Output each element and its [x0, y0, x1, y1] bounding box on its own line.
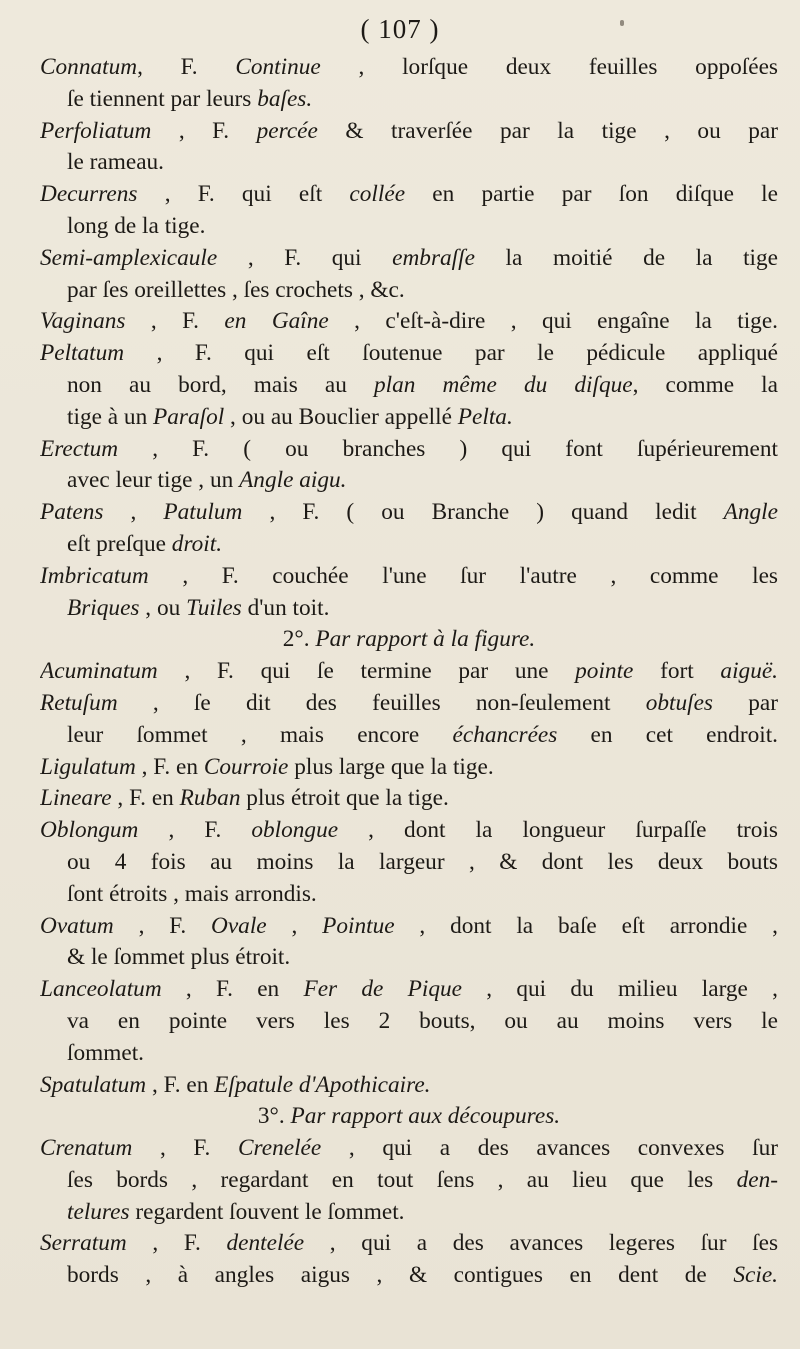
- entry-text: ſommet.: [67, 1039, 145, 1066]
- entry-line: [40, 306, 778, 338]
- continuation-line: [40, 211, 778, 243]
- entry-text: , comme la: [632, 371, 778, 398]
- entry-text: avec leur tige , un: [67, 467, 240, 494]
- entry-line: [40, 783, 778, 815]
- section-number: 2°.: [282, 626, 310, 653]
- entry-line: [40, 656, 778, 688]
- entry-text: , ou au Bouclier appellé: [224, 403, 458, 430]
- entry-term: Lanceolatum: [40, 976, 162, 1003]
- entry-text: , F.: [113, 912, 211, 939]
- continuation-line: [40, 465, 778, 497]
- entry-text: , F. qui eſt ſoutenue par le pédicule appliqué: [124, 340, 778, 367]
- emphasis: Angle aigu.: [239, 467, 347, 494]
- entry-text: , F.: [126, 1230, 227, 1257]
- entry-text: leur ſommet , mais encore: [67, 721, 453, 748]
- entry-term: Vaginans: [40, 308, 126, 335]
- entry-text: bords , à angles aigus , & contigues en dent de: [67, 1262, 734, 1289]
- emphasis: telures: [67, 1198, 130, 1225]
- entry-term: Semi-amplexicaule: [40, 244, 218, 271]
- entry-line: [40, 243, 778, 275]
- entry-text: le rameau.: [67, 149, 165, 176]
- entry-text: plus large que la tige.: [288, 753, 494, 780]
- continuation-line: [40, 593, 778, 625]
- entry-text: , F. ( ou Branche ) quand ledit: [242, 499, 724, 526]
- entry-text: ſont étroits , mais arrondis.: [67, 880, 317, 907]
- entry-text: , F.: [125, 308, 225, 335]
- entry-text: ſe tiennent par leurs: [67, 85, 258, 112]
- entry-text: , qui a des avances convexes ſur: [321, 1135, 778, 1162]
- entry-line: [40, 688, 778, 720]
- entry-line: [40, 752, 778, 784]
- continuation-line: [40, 402, 778, 434]
- emphasis: Pointue: [322, 912, 395, 939]
- emphasis: aiguë.: [720, 658, 778, 685]
- section-heading: [40, 624, 778, 656]
- emphasis: en Gaîne: [224, 308, 329, 335]
- entry-text: en cet endroit.: [557, 721, 778, 748]
- continuation-line: [40, 370, 778, 402]
- emphasis: Eſpatule d'Apothicaire.: [214, 1071, 431, 1098]
- entry-line: [40, 497, 778, 529]
- continuation-line: [40, 1006, 778, 1038]
- entry-term: Decurrens: [40, 181, 138, 208]
- continuation-line: [40, 879, 778, 911]
- continuation-line: [40, 1260, 778, 1292]
- entry-text: en partie par ſon diſque le: [405, 181, 778, 208]
- emphasis: Tuiles: [186, 594, 242, 621]
- entry-text: , F.: [132, 1135, 238, 1162]
- entry-line: [40, 815, 778, 847]
- entry-text: , F. en: [146, 1071, 215, 1098]
- entry-term: Ovatum: [40, 912, 114, 939]
- entry-text: , qui du milieu large ,: [461, 976, 778, 1003]
- entry-text: , F. en: [111, 785, 180, 812]
- emphasis: embraſſe: [392, 244, 475, 271]
- entry-text: , dont la baſe eſt arrondie ,: [394, 912, 778, 939]
- entry-text: va en pointe vers les 2 bouts, ou au moins vers le: [67, 1007, 778, 1034]
- emphasis: obtuſes: [645, 689, 714, 716]
- entry-line: [40, 179, 778, 211]
- entry-text: , F.: [137, 54, 236, 80]
- continuation-line: [40, 1038, 778, 1070]
- entry-text: , F.: [138, 817, 252, 844]
- entry-text: , F. qui ſe termine par une: [157, 658, 576, 685]
- emphasis: Patulum: [163, 499, 243, 526]
- continuation-line: [40, 1165, 778, 1197]
- emphasis: plan même du diſque: [373, 371, 633, 398]
- entry-term: Imbricatum: [40, 562, 149, 589]
- emphasis: Pelta.: [457, 403, 513, 430]
- emphasis: baſes.: [257, 85, 313, 112]
- entry-text: , F. couchée l'une ſur l'autre , comme les: [148, 562, 778, 589]
- page-number: ( 107 ): [360, 14, 440, 44]
- continuation-line: [40, 275, 778, 307]
- entry-text: long de la tige.: [67, 212, 206, 239]
- entry-text: eſt preſque: [67, 530, 172, 557]
- entry-line: [40, 116, 778, 148]
- emphasis: Ruban: [179, 785, 241, 812]
- emphasis: Paraſol: [153, 403, 225, 430]
- entry-text: , ou: [139, 594, 187, 621]
- section-number: 3°.: [257, 1103, 285, 1130]
- entry-line: [40, 1133, 778, 1165]
- emphasis: pointe: [575, 658, 634, 685]
- entry-term: Peltatum: [40, 340, 125, 367]
- entry-text: , F. qui eſt: [137, 181, 350, 208]
- entry-text: par: [713, 689, 778, 716]
- entry-text: , c'eſt-à-dire , qui engaîne la tige.: [328, 308, 778, 335]
- entry-text: & traverſée par la tige , ou par: [317, 117, 778, 144]
- entry-text: , qui a des avances legeres ſur ſes: [304, 1230, 778, 1257]
- entry-text: non au bord, mais au: [67, 371, 374, 398]
- section-title: Par rapport à la figure.: [309, 626, 536, 653]
- emphasis: Briques: [67, 594, 140, 621]
- entry-line: [40, 974, 778, 1006]
- section-title: Par rapport aux découpures.: [284, 1103, 561, 1130]
- emphasis: Angle: [723, 499, 778, 526]
- emphasis: dentelée: [226, 1230, 305, 1257]
- emphasis: percée: [256, 117, 318, 144]
- section-heading: [40, 1101, 778, 1133]
- entry-term: Lineare: [40, 785, 112, 812]
- entry-term: Retuſum: [40, 689, 118, 716]
- entry-text: ,: [266, 912, 323, 939]
- entry-text: la moitié de la tige: [474, 244, 778, 271]
- entry-text: fort: [633, 658, 721, 685]
- entry-term: Patens: [40, 499, 104, 526]
- emphasis: den-: [736, 1166, 778, 1193]
- entry-term: Acuminatum: [40, 658, 158, 685]
- entry-term: Ligulatum: [40, 753, 136, 780]
- entry-text: , lorſque deux feuilles oppoſées: [320, 54, 778, 80]
- continuation-line: [40, 720, 778, 752]
- entry-line: [40, 1070, 778, 1102]
- emphasis: Crenelée: [238, 1135, 322, 1162]
- entry-text: , F. ( ou branches ) qui font ſupérieurement: [118, 435, 778, 462]
- entry-text: plus étroit que la tige.: [240, 785, 449, 812]
- entry-line: [40, 434, 778, 466]
- entry-text: par ſes oreillettes , ſes crochets , &c.: [67, 276, 405, 303]
- entry-text: & le ſommet plus étroit.: [67, 944, 291, 971]
- continuation-line: [40, 529, 778, 561]
- continuation-line: [40, 84, 778, 116]
- entry-text: , F. qui: [217, 244, 393, 271]
- emphasis: collée: [349, 181, 406, 208]
- entry-line: [40, 561, 778, 593]
- entry-line: [40, 52, 778, 84]
- emphasis: oblongue: [251, 817, 339, 844]
- entry-term: Erectum: [40, 435, 119, 462]
- entry-line: [40, 1228, 778, 1260]
- entry-term: Spatulatum: [40, 1071, 147, 1098]
- entry-term: Crenatum: [40, 1135, 133, 1162]
- entry-text: , F.: [151, 117, 257, 144]
- entry-text: , dont la longueur ſurpaſſe trois: [338, 817, 778, 844]
- entry-term: Connatum: [40, 54, 138, 80]
- continuation-line: [40, 147, 778, 179]
- continuation-line: [40, 1197, 778, 1229]
- entry-text: ſes bords , regardant en tout ſens , au lieu que les: [67, 1166, 737, 1193]
- entry-text: ou 4 fois au moins la largeur , & dont les deux bouts: [67, 848, 778, 875]
- emphasis: Fer de Pique: [303, 976, 462, 1003]
- entry-text: , ſe dit des feuilles non-ſeulement: [117, 689, 646, 716]
- entry-text: tige à un: [67, 403, 154, 430]
- emphasis: Ovale: [211, 912, 267, 939]
- entry-text: regardent ſouvent le ſommet.: [129, 1198, 405, 1225]
- entry-term: Serratum: [40, 1230, 127, 1257]
- emphasis: droit.: [171, 530, 223, 557]
- page-text: [40, 52, 778, 1292]
- entry-text: d'un toit.: [241, 594, 330, 621]
- entry-line: [40, 338, 778, 370]
- entry-text: , F. en: [135, 753, 204, 780]
- emphasis: Scie.: [733, 1262, 778, 1289]
- emphasis: échancrées: [452, 721, 558, 748]
- entry-text: , F. en: [161, 976, 304, 1003]
- emphasis: Continue: [235, 54, 321, 80]
- continuation-line: [40, 942, 778, 974]
- emphasis: Courroie: [203, 753, 289, 780]
- continuation-line: [40, 847, 778, 879]
- entry-term: Oblongum: [40, 817, 139, 844]
- entry-text: ,: [103, 499, 164, 526]
- entry-term: Perfoliatum: [40, 117, 152, 144]
- entry-line: [40, 911, 778, 943]
